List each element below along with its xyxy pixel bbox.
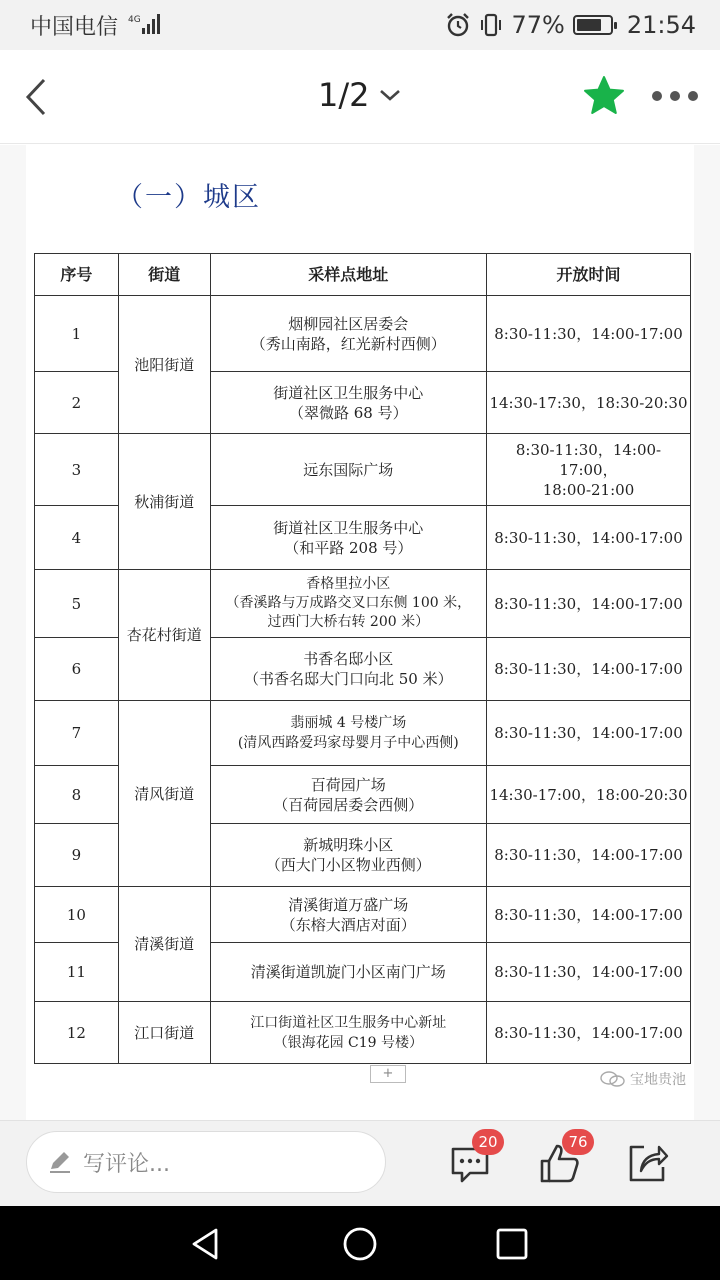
clock: 21:54: [626, 11, 696, 39]
battery-fill: [577, 19, 602, 31]
like-count-badge: 76: [562, 1129, 594, 1155]
address-cell: 江口街道社区卫生服务中心新址 （银海花园 C19 号楼）: [210, 1002, 486, 1064]
hours-cell: 8:30-11:30，14:00-17:00， 18:00-21:00: [486, 434, 690, 506]
address-cell: 新城明珠小区 （西大门小区物业西侧）: [210, 824, 486, 887]
hours-cell: 8:30-11:30，14:00-17:00: [486, 296, 690, 372]
watermark: [600, 1069, 686, 1089]
back-icon[interactable]: [18, 74, 58, 120]
table-row: [35, 701, 691, 766]
address-cell: 书香名邸小区 （书香名邸大门口向北 50 米）: [210, 638, 486, 701]
address-cell: 百荷园广场 （百荷园居委会西侧）: [210, 766, 486, 824]
status-right: [445, 8, 696, 42]
street-cell: 秋浦街道: [118, 434, 210, 570]
header-hours: 开放时间: [486, 254, 690, 296]
document-viewer[interactable]: [0, 145, 720, 1120]
table-row: [35, 434, 691, 506]
header-street: 街道: [118, 254, 210, 296]
table-header-row: [35, 254, 691, 296]
hours-cell: 14:30-17:30，18:30-20:30: [486, 372, 690, 434]
carrier-label: 中国电信: [30, 15, 119, 40]
page-indicator[interactable]: [318, 76, 402, 114]
address-cell: 烟柳园社区居委会 （秀山南路，红光新村西侧）: [210, 296, 486, 372]
more-icon[interactable]: [652, 88, 698, 104]
signal-icon: [128, 12, 164, 36]
like-button[interactable]: [538, 1133, 588, 1185]
nav-recents-icon[interactable]: [494, 1226, 530, 1262]
table-row: [35, 296, 691, 372]
address-cell: 翡丽城 4 号楼广场 (清风西路爱玛家母婴月子中心西侧): [210, 701, 486, 766]
wechat-icon: [600, 1071, 626, 1087]
address-cell: 街道社区卫生服务中心 （和平路 208 号）: [210, 506, 486, 570]
sampling-sites-table: [34, 253, 691, 1064]
alarm-icon: [445, 12, 471, 38]
table-row: [35, 887, 691, 943]
row-no: 6: [35, 638, 119, 701]
street-cell: 江口街道: [118, 1002, 210, 1064]
comment-placeholder: 写评论...: [83, 1151, 170, 1177]
comment-input[interactable]: [26, 1131, 386, 1193]
row-no: 12: [35, 1002, 119, 1064]
document-page: [26, 145, 694, 1120]
hours-cell: 8:30-11:30，14:00-17:00: [486, 943, 690, 1002]
hours-cell: 8:30-11:30，14:00-17:00: [486, 1002, 690, 1064]
hours-cell: 8:30-11:30，14:00-17:00: [486, 824, 690, 887]
row-no: 1: [35, 296, 119, 372]
star-icon[interactable]: [582, 74, 626, 118]
address-cell: 远东国际广场: [210, 434, 486, 506]
battery-icon: [573, 15, 613, 35]
row-no: 11: [35, 943, 119, 1002]
row-no: 9: [35, 824, 119, 887]
street-cell: 池阳街道: [118, 296, 210, 434]
address-cell: 街道社区卫生服务中心 （翠微路 68 号）: [210, 372, 486, 434]
hours-cell: 8:30-11:30，14:00-17:00: [486, 570, 690, 638]
address-cell: 清溪街道万盛广场 （东榕大酒店对面）: [210, 887, 486, 943]
hours-cell: 14:30-17:00，18:00-20:30: [486, 766, 690, 824]
watermark-text: 宝地贵池: [630, 1072, 686, 1088]
row-no: 8: [35, 766, 119, 824]
row-no: 5: [35, 570, 119, 638]
chevron-down-icon: [378, 87, 402, 103]
hours-cell: 8:30-11:30，14:00-17:00: [486, 638, 690, 701]
table-row: [35, 1002, 691, 1064]
bottom-toolbar: [0, 1120, 720, 1206]
vibrate-icon: [479, 12, 503, 38]
nav-back-icon[interactable]: [188, 1226, 224, 1262]
network-type: 4G: [128, 15, 141, 25]
street-cell: 杏花村街道: [118, 570, 210, 701]
pencil-icon: [47, 1149, 73, 1175]
address-cell: 香格里拉小区 （香溪路与万成路交叉口东侧 100 米， 过西门大桥右转 200 米）: [210, 570, 486, 638]
row-no: 10: [35, 887, 119, 943]
street-cell: 清溪街道: [118, 887, 210, 1002]
share-icon: [626, 1141, 670, 1185]
row-no: 2: [35, 372, 119, 434]
status-bar: [0, 0, 720, 50]
system-nav-bar: [0, 1206, 720, 1280]
address-cell: 清溪街道凯旋门小区南门广场: [210, 943, 486, 1002]
battery-percent: 77%: [511, 11, 565, 39]
comment-count-badge: 20: [472, 1129, 504, 1155]
hours-cell: 8:30-11:30，14:00-17:00: [486, 887, 690, 943]
row-no: 7: [35, 701, 119, 766]
header-address: 采样点地址: [210, 254, 486, 296]
row-no: 4: [35, 506, 119, 570]
comments-button[interactable]: [448, 1133, 498, 1185]
section-title: （一）城区: [116, 182, 261, 213]
expand-button[interactable]: +: [370, 1065, 406, 1083]
nav-home-icon[interactable]: [342, 1226, 378, 1262]
app-header: [0, 50, 720, 144]
hours-cell: 8:30-11:30，14:00-17:00: [486, 701, 690, 766]
share-button[interactable]: [626, 1141, 670, 1185]
row-no: 3: [35, 434, 119, 506]
street-cell: 清风街道: [118, 701, 210, 887]
header-no: 序号: [35, 254, 119, 296]
table-row: [35, 570, 691, 638]
hours-cell: 8:30-11:30，14:00-17:00: [486, 506, 690, 570]
page-indicator-label: 1/2: [318, 76, 370, 114]
